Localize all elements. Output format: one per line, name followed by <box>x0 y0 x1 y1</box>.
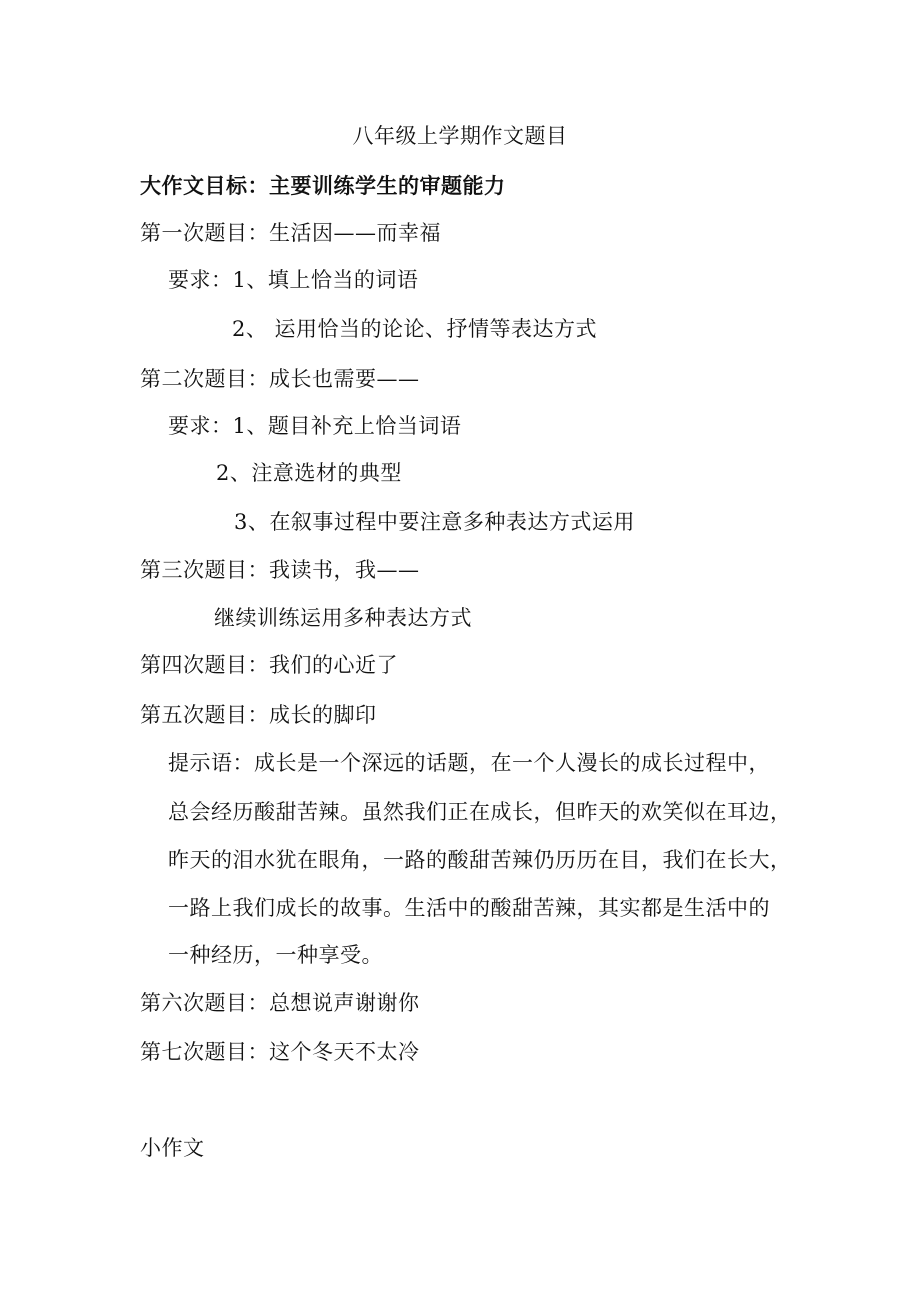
topic-3-title: 第三次题目：我读书，我—— <box>140 558 420 582</box>
topic-1-requirement-1: 要求：1、填上恰当的词语 <box>168 268 419 292</box>
topic-5-prompt-line: 一种经历，一种享受。 <box>168 943 383 967</box>
topic-5-prompt-line: 总会经历酸甜苦辣。虽然我们正在成长，但昨天的欢笑似在耳边， <box>168 800 792 824</box>
topic-2-title: 第二次题目：成长也需要—— <box>140 367 420 391</box>
topic-5-title: 第五次题目：成长的脚印 <box>140 703 377 727</box>
topic-5-prompt-line: 提示语：成长是一个深远的话题，在一个人漫长的成长过程中， <box>168 751 770 775</box>
topic-5-prompt-line: 一路上我们成长的故事。生活中的酸甜苦辣，其实都是生活中的 <box>168 896 770 920</box>
small-essay-heading: 小作文 <box>140 1136 205 1160</box>
topic-5-prompt-line: 昨天的泪水犹在眼角，一路的酸甜苦辣仍历历在目，我们在长大， <box>168 848 792 872</box>
topic-4-title: 第四次题目：我们的心近了 <box>140 653 398 677</box>
topic-1-title: 第一次题目：生活因——而幸福 <box>140 221 441 245</box>
essay-goal-heading: 大作文目标：主要训练学生的审题能力 <box>140 174 506 198</box>
topic-2-requirement-2: 2、注意选材的典型 <box>216 461 402 485</box>
topic-1-requirement-2: 2、 运用恰当的论论、抒情等表达方式 <box>232 317 598 341</box>
topic-2-requirement-3: 3、在叙事过程中要注意多种表达方式运用 <box>234 510 635 534</box>
topic-2-requirement-1: 要求：1、题目补充上恰当词语 <box>168 414 462 438</box>
topic-6-title: 第六次题目：总想说声谢谢你 <box>140 991 420 1015</box>
document-title: 八年级上学期作文题目 <box>352 124 568 148</box>
topic-3-note: 继续训练运用多种表达方式 <box>214 606 472 630</box>
topic-7-title: 第七次题目：这个冬天不太冷 <box>140 1040 420 1064</box>
